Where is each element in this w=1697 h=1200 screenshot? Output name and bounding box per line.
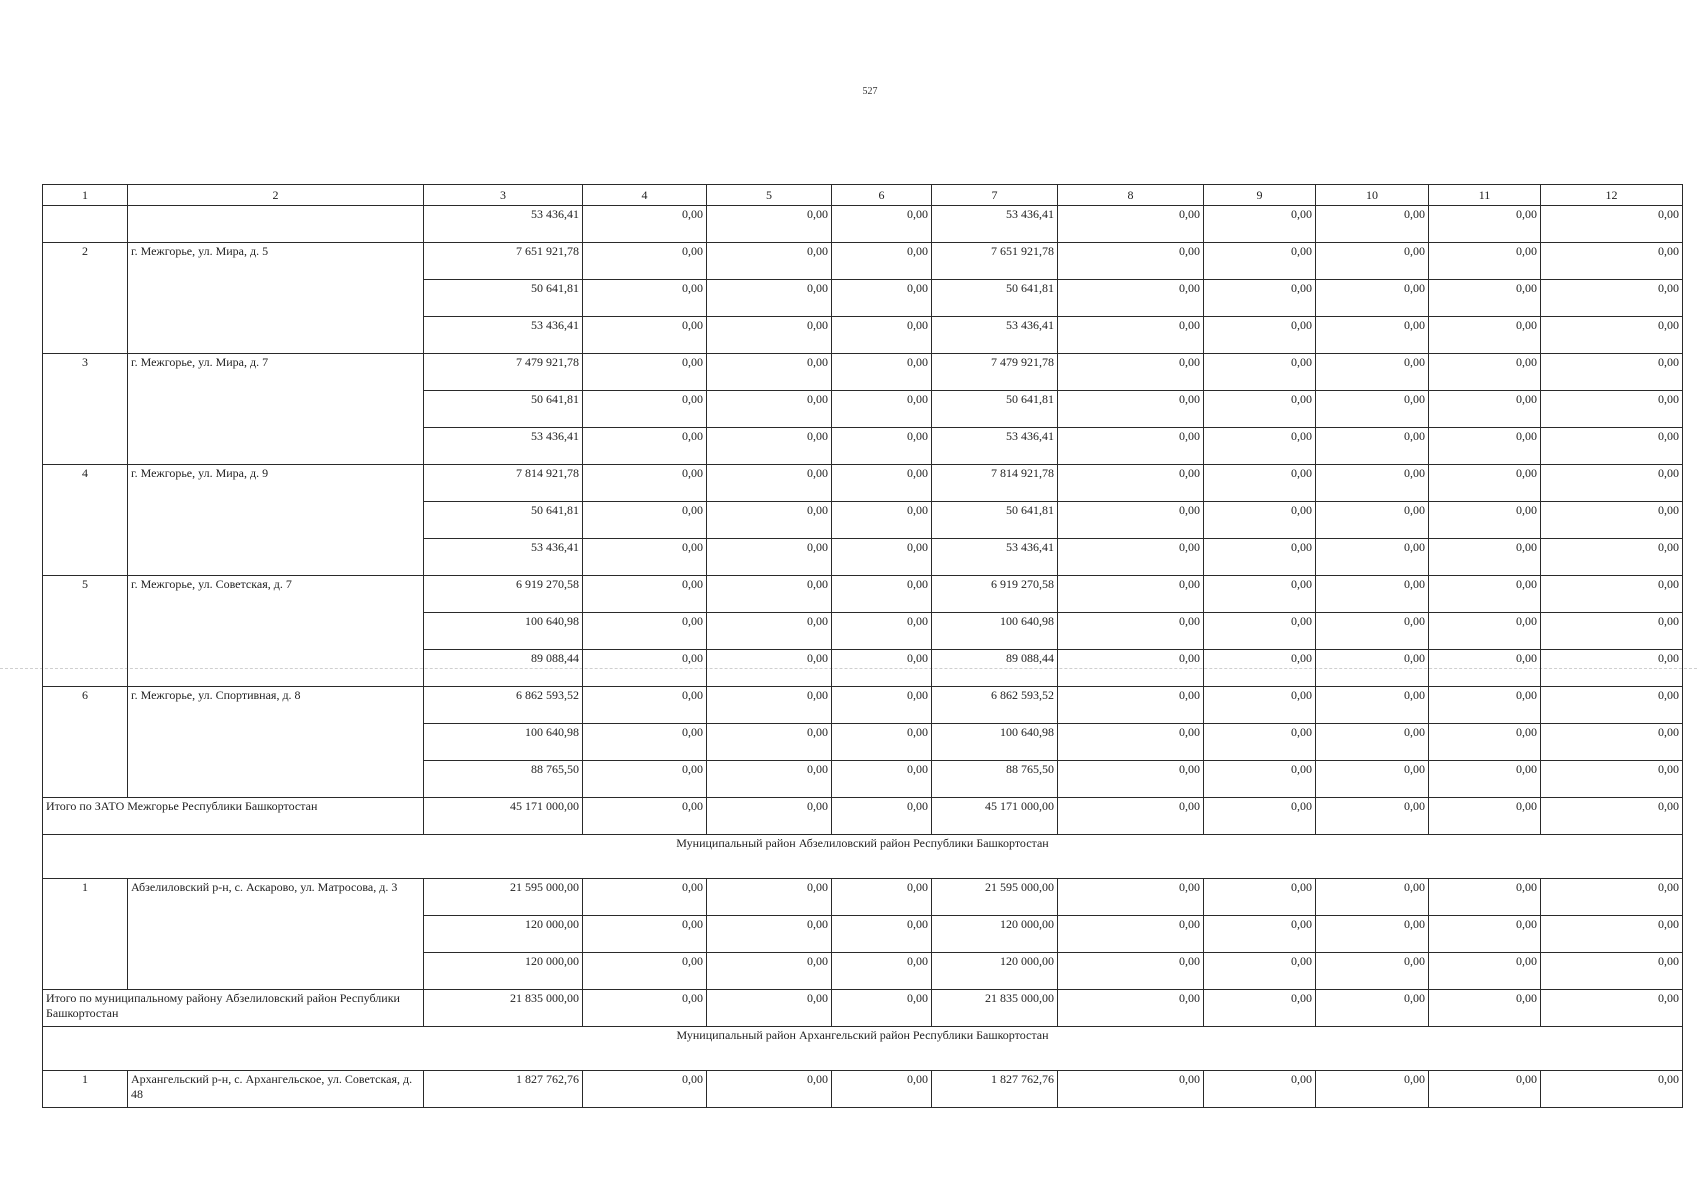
value-cell: 0,00	[1541, 576, 1683, 613]
value-cell: 0,00	[707, 576, 832, 613]
value-cell: 0,00	[707, 650, 832, 687]
value-cell: 0,00	[707, 280, 832, 317]
value-cell: 0,00	[1058, 539, 1204, 576]
value-cell: 0,00	[1316, 953, 1429, 990]
value-cell: 0,00	[832, 354, 932, 391]
value-cell: 1 827 762,76	[932, 1071, 1058, 1108]
value-cell: 53 436,41	[932, 539, 1058, 576]
value-cell: 0,00	[1204, 916, 1316, 953]
value-cell: 0,00	[1204, 724, 1316, 761]
value-cell: 0,00	[1204, 243, 1316, 280]
row-index: 3	[43, 354, 128, 465]
column-header: 12	[1541, 185, 1683, 206]
table-row	[43, 243, 1683, 280]
value-cell: 6 862 593,52	[932, 687, 1058, 724]
total-value-cell: 0,00	[1204, 990, 1316, 1027]
column-header: 11	[1429, 185, 1541, 206]
row-address: г. Межгорье, ул. Мира, д. 7	[128, 354, 424, 465]
value-cell: 89 088,44	[424, 650, 583, 687]
value-cell: 0,00	[1429, 280, 1541, 317]
value-cell: 53 436,41	[932, 428, 1058, 465]
value-cell: 0,00	[707, 613, 832, 650]
row-index: 6	[43, 687, 128, 798]
row-index: 5	[43, 576, 128, 687]
value-cell: 0,00	[1058, 354, 1204, 391]
value-cell: 0,00	[832, 539, 932, 576]
value-cell: 0,00	[1316, 761, 1429, 798]
total-value-cell: 0,00	[707, 990, 832, 1027]
value-cell: 0,00	[1316, 576, 1429, 613]
row-index: 2	[43, 243, 128, 354]
value-cell: 0,00	[1058, 576, 1204, 613]
total-value-cell: 0,00	[1429, 798, 1541, 835]
value-cell: 7 814 921,78	[424, 465, 583, 502]
value-cell: 0,00	[1058, 613, 1204, 650]
value-cell: 0,00	[1429, 650, 1541, 687]
row-address: г. Межгорье, ул. Мира, д. 9	[128, 465, 424, 576]
value-cell: 1 827 762,76	[424, 1071, 583, 1108]
table-row	[43, 687, 1683, 724]
value-cell: 0,00	[832, 317, 932, 354]
value-cell: 0,00	[707, 724, 832, 761]
value-cell: 0,00	[832, 1071, 932, 1108]
value-cell: 0,00	[1204, 354, 1316, 391]
value-cell: 0,00	[583, 576, 707, 613]
value-cell: 0,00	[1541, 539, 1683, 576]
table-row	[43, 465, 1683, 502]
value-cell: 0,00	[1429, 502, 1541, 539]
total-value-cell: 0,00	[1204, 798, 1316, 835]
value-cell: 0,00	[707, 243, 832, 280]
value-cell: 0,00	[1541, 243, 1683, 280]
value-cell: 0,00	[1058, 465, 1204, 502]
value-cell: 0,00	[707, 916, 832, 953]
value-cell: 0,00	[1541, 428, 1683, 465]
value-cell: 50 641,81	[424, 280, 583, 317]
value-cell: 0,00	[1316, 280, 1429, 317]
value-cell: 0,00	[1316, 1071, 1429, 1108]
value-cell: 0,00	[583, 428, 707, 465]
value-cell: 0,00	[583, 502, 707, 539]
value-cell: 0,00	[1204, 280, 1316, 317]
value-cell: 0,00	[583, 613, 707, 650]
section-title: Муниципальный район Абзелиловский район Республики Башкортостан	[43, 835, 1683, 879]
table-row	[43, 576, 1683, 613]
value-cell: 0,00	[1058, 502, 1204, 539]
value-cell: 0,00	[1316, 613, 1429, 650]
total-value-cell: 0,00	[1541, 990, 1683, 1027]
value-cell: 120 000,00	[932, 953, 1058, 990]
value-cell: 0,00	[1541, 916, 1683, 953]
row-address: г. Межгорье, ул. Советская, д. 7	[128, 576, 424, 687]
value-cell: 0,00	[583, 761, 707, 798]
value-cell: 6 862 593,52	[424, 687, 583, 724]
value-cell: 0,00	[1204, 502, 1316, 539]
value-cell: 0,00	[832, 465, 932, 502]
value-cell: 0,00	[832, 243, 932, 280]
row-address: г. Межгорье, ул. Спортивная, д. 8	[128, 687, 424, 798]
value-cell: 0,00	[1316, 916, 1429, 953]
value-cell: 0,00	[1058, 879, 1204, 916]
value-cell: 0,00	[1204, 879, 1316, 916]
value-cell: 0,00	[1541, 613, 1683, 650]
value-cell: 0,00	[1429, 687, 1541, 724]
total-value-cell: 0,00	[1429, 990, 1541, 1027]
value-cell: 53 436,41	[424, 206, 583, 243]
value-cell: 0,00	[1204, 1071, 1316, 1108]
value-cell: 21 595 000,00	[932, 879, 1058, 916]
value-cell: 53 436,41	[424, 428, 583, 465]
value-cell: 50 641,81	[932, 502, 1058, 539]
value-cell: 0,00	[1541, 280, 1683, 317]
value-cell: 0,00	[1058, 724, 1204, 761]
value-cell: 50 641,81	[424, 502, 583, 539]
value-cell: 88 765,50	[932, 761, 1058, 798]
value-cell: 0,00	[1541, 502, 1683, 539]
value-cell: 7 479 921,78	[932, 354, 1058, 391]
value-cell: 0,00	[1058, 687, 1204, 724]
value-cell: 0,00	[707, 687, 832, 724]
value-cell: 0,00	[707, 465, 832, 502]
value-cell: 0,00	[1058, 243, 1204, 280]
value-cell: 0,00	[832, 916, 932, 953]
value-cell: 0,00	[1316, 206, 1429, 243]
value-cell: 0,00	[583, 879, 707, 916]
column-header: 8	[1058, 185, 1204, 206]
value-cell: 0,00	[583, 465, 707, 502]
total-value-cell: 45 171 000,00	[424, 798, 583, 835]
column-header: 5	[707, 185, 832, 206]
value-cell: 0,00	[832, 391, 932, 428]
value-cell: 0,00	[832, 953, 932, 990]
value-cell: 0,00	[583, 280, 707, 317]
column-header: 2	[128, 185, 424, 206]
value-cell: 0,00	[1541, 761, 1683, 798]
value-cell: 0,00	[832, 724, 932, 761]
value-cell: 89 088,44	[932, 650, 1058, 687]
total-value-cell: 21 835 000,00	[932, 990, 1058, 1027]
value-cell: 6 919 270,58	[424, 576, 583, 613]
value-cell: 0,00	[707, 1071, 832, 1108]
value-cell: 0,00	[1204, 576, 1316, 613]
value-cell: 0,00	[1541, 953, 1683, 990]
value-cell: 0,00	[1204, 761, 1316, 798]
value-cell: 0,00	[1316, 428, 1429, 465]
value-cell: 120 000,00	[424, 916, 583, 953]
value-cell: 0,00	[1204, 391, 1316, 428]
value-cell: 50 641,81	[932, 391, 1058, 428]
total-label: Итого по муниципальному району Абзелиловский район Республики Башкортостан	[43, 990, 424, 1027]
value-cell: 0,00	[1204, 317, 1316, 354]
row-address: Абзелиловский р-н, с. Аскарово, ул. Матросова, д. 3	[128, 879, 424, 990]
value-cell: 0,00	[832, 650, 932, 687]
value-cell: 0,00	[1429, 465, 1541, 502]
total-value-cell: 21 835 000,00	[424, 990, 583, 1027]
value-cell: 0,00	[832, 502, 932, 539]
row-index: 1	[43, 1071, 128, 1108]
column-header: 6	[832, 185, 932, 206]
value-cell: 120 000,00	[424, 953, 583, 990]
value-cell: 0,00	[707, 206, 832, 243]
total-value-cell: 0,00	[832, 798, 932, 835]
total-row	[43, 798, 1683, 835]
total-value-cell: 45 171 000,00	[932, 798, 1058, 835]
value-cell: 0,00	[1204, 465, 1316, 502]
value-cell: 0,00	[707, 953, 832, 990]
value-cell: 0,00	[583, 1071, 707, 1108]
value-cell: 0,00	[832, 687, 932, 724]
page-number: 527	[862, 86, 878, 97]
value-cell: 0,00	[1316, 724, 1429, 761]
value-cell: 0,00	[1204, 953, 1316, 990]
total-value-cell: 0,00	[1316, 990, 1429, 1027]
total-value-cell: 0,00	[707, 798, 832, 835]
value-cell: 0,00	[1316, 650, 1429, 687]
value-cell: 0,00	[1316, 539, 1429, 576]
value-cell: 50 641,81	[932, 280, 1058, 317]
value-cell: 0,00	[583, 953, 707, 990]
total-row	[43, 990, 1683, 1027]
value-cell: 0,00	[1429, 539, 1541, 576]
column-header: 10	[1316, 185, 1429, 206]
value-cell: 0,00	[583, 243, 707, 280]
value-cell: 53 436,41	[932, 206, 1058, 243]
value-cell: 0,00	[1058, 650, 1204, 687]
column-header: 3	[424, 185, 583, 206]
value-cell: 0,00	[1541, 465, 1683, 502]
value-cell: 120 000,00	[932, 916, 1058, 953]
total-value-cell: 0,00	[1541, 798, 1683, 835]
value-cell: 0,00	[1316, 317, 1429, 354]
value-cell: 0,00	[1429, 761, 1541, 798]
value-cell: 0,00	[1204, 539, 1316, 576]
value-cell: 53 436,41	[932, 317, 1058, 354]
total-value-cell: 0,00	[1058, 990, 1204, 1027]
value-cell: 0,00	[832, 280, 932, 317]
value-cell: 0,00	[583, 317, 707, 354]
value-cell: 0,00	[1541, 879, 1683, 916]
value-cell: 100 640,98	[424, 613, 583, 650]
total-value-cell: 0,00	[1316, 798, 1429, 835]
value-cell: 0,00	[1058, 916, 1204, 953]
value-cell: 0,00	[1541, 391, 1683, 428]
column-header: 1	[43, 185, 128, 206]
value-cell: 0,00	[1204, 206, 1316, 243]
value-cell: 0,00	[583, 539, 707, 576]
value-cell: 0,00	[1058, 317, 1204, 354]
row-index: 4	[43, 465, 128, 576]
value-cell: 0,00	[707, 391, 832, 428]
value-cell: 53 436,41	[424, 317, 583, 354]
value-cell: 0,00	[583, 391, 707, 428]
total-value-cell: 0,00	[583, 798, 707, 835]
value-cell: 21 595 000,00	[424, 879, 583, 916]
value-cell: 0,00	[1541, 687, 1683, 724]
table-row	[43, 206, 1683, 243]
row-index	[43, 206, 128, 243]
value-cell: 0,00	[1541, 1071, 1683, 1108]
value-cell: 0,00	[1541, 724, 1683, 761]
value-cell: 0,00	[1429, 613, 1541, 650]
value-cell: 0,00	[1058, 206, 1204, 243]
value-cell: 100 640,98	[932, 724, 1058, 761]
value-cell: 0,00	[1541, 650, 1683, 687]
value-cell: 0,00	[1316, 502, 1429, 539]
value-cell: 0,00	[1429, 1071, 1541, 1108]
value-cell: 0,00	[1541, 354, 1683, 391]
value-cell: 0,00	[1204, 613, 1316, 650]
value-cell: 0,00	[707, 317, 832, 354]
value-cell: 0,00	[1316, 687, 1429, 724]
data-table	[42, 184, 1683, 1108]
value-cell: 0,00	[832, 879, 932, 916]
value-cell: 0,00	[1429, 206, 1541, 243]
value-cell: 0,00	[832, 576, 932, 613]
value-cell: 0,00	[583, 650, 707, 687]
value-cell: 7 814 921,78	[932, 465, 1058, 502]
value-cell: 0,00	[1541, 206, 1683, 243]
value-cell: 0,00	[1429, 916, 1541, 953]
value-cell: 0,00	[707, 502, 832, 539]
value-cell: 0,00	[707, 428, 832, 465]
table-row	[43, 879, 1683, 916]
value-cell: 0,00	[1058, 428, 1204, 465]
total-value-cell: 0,00	[583, 990, 707, 1027]
value-cell: 0,00	[1429, 243, 1541, 280]
value-cell: 0,00	[1204, 650, 1316, 687]
value-cell: 0,00	[1058, 1071, 1204, 1108]
value-cell: 0,00	[1316, 243, 1429, 280]
row-address: Архангельский р-н, с. Архангельское, ул. Советская, д. 48	[128, 1071, 424, 1108]
value-cell: 0,00	[1058, 761, 1204, 798]
column-header: 7	[932, 185, 1058, 206]
value-cell: 0,00	[1429, 879, 1541, 916]
value-cell: 88 765,50	[424, 761, 583, 798]
value-cell: 0,00	[707, 761, 832, 798]
table-row	[43, 1071, 1683, 1108]
value-cell: 50 641,81	[424, 391, 583, 428]
value-cell: 0,00	[707, 539, 832, 576]
value-cell: 0,00	[583, 916, 707, 953]
row-address: г. Межгорье, ул. Мира, д. 5	[128, 243, 424, 354]
row-address	[128, 206, 424, 243]
value-cell: 7 651 921,78	[932, 243, 1058, 280]
total-value-cell: 0,00	[832, 990, 932, 1027]
value-cell: 0,00	[1429, 428, 1541, 465]
value-cell: 0,00	[583, 724, 707, 761]
value-cell: 0,00	[707, 354, 832, 391]
value-cell: 0,00	[583, 687, 707, 724]
value-cell: 53 436,41	[424, 539, 583, 576]
value-cell: 0,00	[1429, 354, 1541, 391]
value-cell: 0,00	[1429, 576, 1541, 613]
header-row	[43, 185, 1683, 206]
value-cell: 100 640,98	[932, 613, 1058, 650]
section-header-row	[43, 835, 1683, 879]
value-cell: 0,00	[583, 206, 707, 243]
value-cell: 7 479 921,78	[424, 354, 583, 391]
value-cell: 100 640,98	[424, 724, 583, 761]
value-cell: 0,00	[583, 354, 707, 391]
table-row	[43, 354, 1683, 391]
column-header: 9	[1204, 185, 1316, 206]
value-cell: 0,00	[1316, 465, 1429, 502]
value-cell: 0,00	[1316, 879, 1429, 916]
value-cell: 0,00	[1541, 317, 1683, 354]
column-header: 4	[583, 185, 707, 206]
value-cell: 0,00	[1429, 724, 1541, 761]
value-cell: 0,00	[1058, 391, 1204, 428]
value-cell: 0,00	[1429, 317, 1541, 354]
value-cell: 0,00	[1058, 953, 1204, 990]
value-cell: 0,00	[1316, 354, 1429, 391]
total-label: Итого по ЗАТО Межгорье Республики Башкортостан	[43, 798, 424, 835]
value-cell: 0,00	[1204, 687, 1316, 724]
value-cell: 0,00	[832, 761, 932, 798]
value-cell: 0,00	[707, 879, 832, 916]
total-value-cell: 0,00	[1058, 798, 1204, 835]
value-cell: 7 651 921,78	[424, 243, 583, 280]
value-cell: 0,00	[1316, 391, 1429, 428]
value-cell: 0,00	[832, 613, 932, 650]
value-cell: 0,00	[1058, 280, 1204, 317]
value-cell: 6 919 270,58	[932, 576, 1058, 613]
table-body	[43, 206, 1683, 1108]
value-cell: 0,00	[1429, 953, 1541, 990]
value-cell: 0,00	[832, 428, 932, 465]
section-title: Муниципальный район Архангельский район Республики Башкортостан	[43, 1027, 1683, 1071]
value-cell: 0,00	[1204, 428, 1316, 465]
value-cell: 0,00	[1429, 391, 1541, 428]
value-cell: 0,00	[832, 206, 932, 243]
row-index: 1	[43, 879, 128, 990]
section-header-row	[43, 1027, 1683, 1071]
